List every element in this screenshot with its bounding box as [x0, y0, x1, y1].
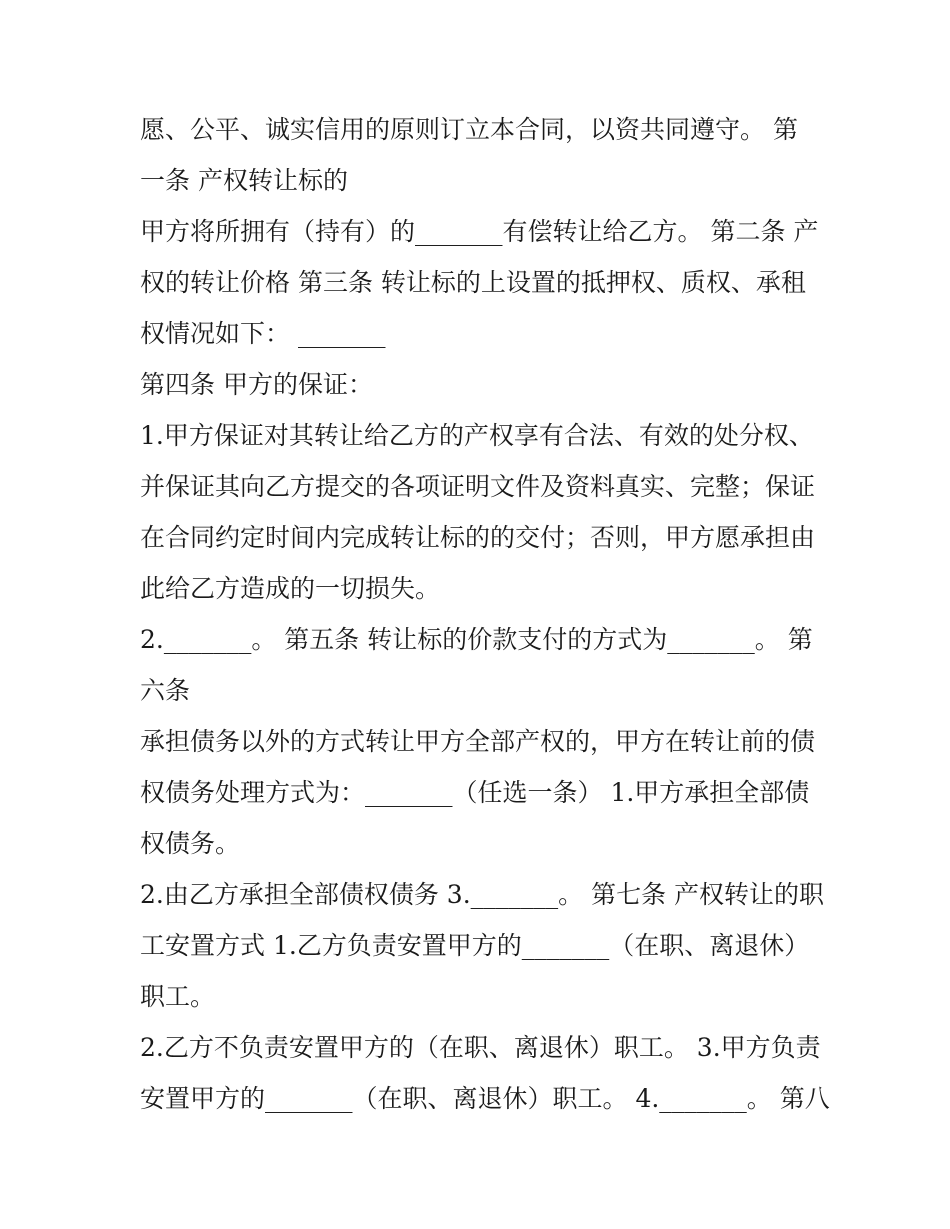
text-line: 甲方将所拥有（持有）的_______有偿转让给乙方。 第二条 产 — [140, 217, 819, 246]
text-line: 第四条 甲方的保证： — [140, 370, 373, 399]
text-line: 工安置方式 1.乙方负责安置甲方的_______（在职、离退休） — [140, 931, 810, 960]
text-line: 权的转让价格 第三条 转让标的上设置的抵押权、质权、承租 — [140, 268, 806, 297]
text-line: 2._______。 第五条 转让标的价款支付的方式为_______。 第 — [140, 625, 813, 654]
text-line: 1.甲方保证对其转让给乙方的产权享有合法、有效的处分权、 — [140, 421, 814, 450]
text-line: 承担债务以外的方式转让甲方全部产权的，甲方在转让前的债 — [140, 727, 816, 756]
text-line: 职工。 — [140, 982, 216, 1011]
contract-body — [140, 104, 830, 1124]
text-line: 愿、公平、诚实信用的原则订立本合同，以资共同遵守。 第 — [140, 115, 798, 144]
text-line: 2.乙方不负责安置甲方的（在职、离退休）职工。 3.甲方负责 — [140, 1033, 821, 1062]
text-line: 六条 — [140, 676, 191, 705]
text-line: 并保证其向乙方提交的各项证明文件及资料真实、完整；保证 — [140, 472, 816, 501]
text-line: 权情况如下： _______ — [140, 319, 386, 348]
text-line: 在合同约定时间内完成转让标的的交付；否则，甲方愿承担由 — [140, 523, 816, 552]
text-line: 2.由乙方承担全部债权债务 3._______。 第七条 产权转让的职 — [140, 880, 825, 909]
text-line: 一条 产权转让标的 — [140, 166, 348, 195]
text-line: 权债务。 — [140, 829, 241, 858]
text-line: 权债务处理方式为：_______（任选一条） 1.甲方承担全部债 — [140, 778, 810, 807]
text-line: 安置甲方的_______（在职、离退休）职工。 4._______。 第八 — [140, 1084, 830, 1113]
text-line: 此给乙方造成的一切损失。 — [140, 574, 441, 603]
